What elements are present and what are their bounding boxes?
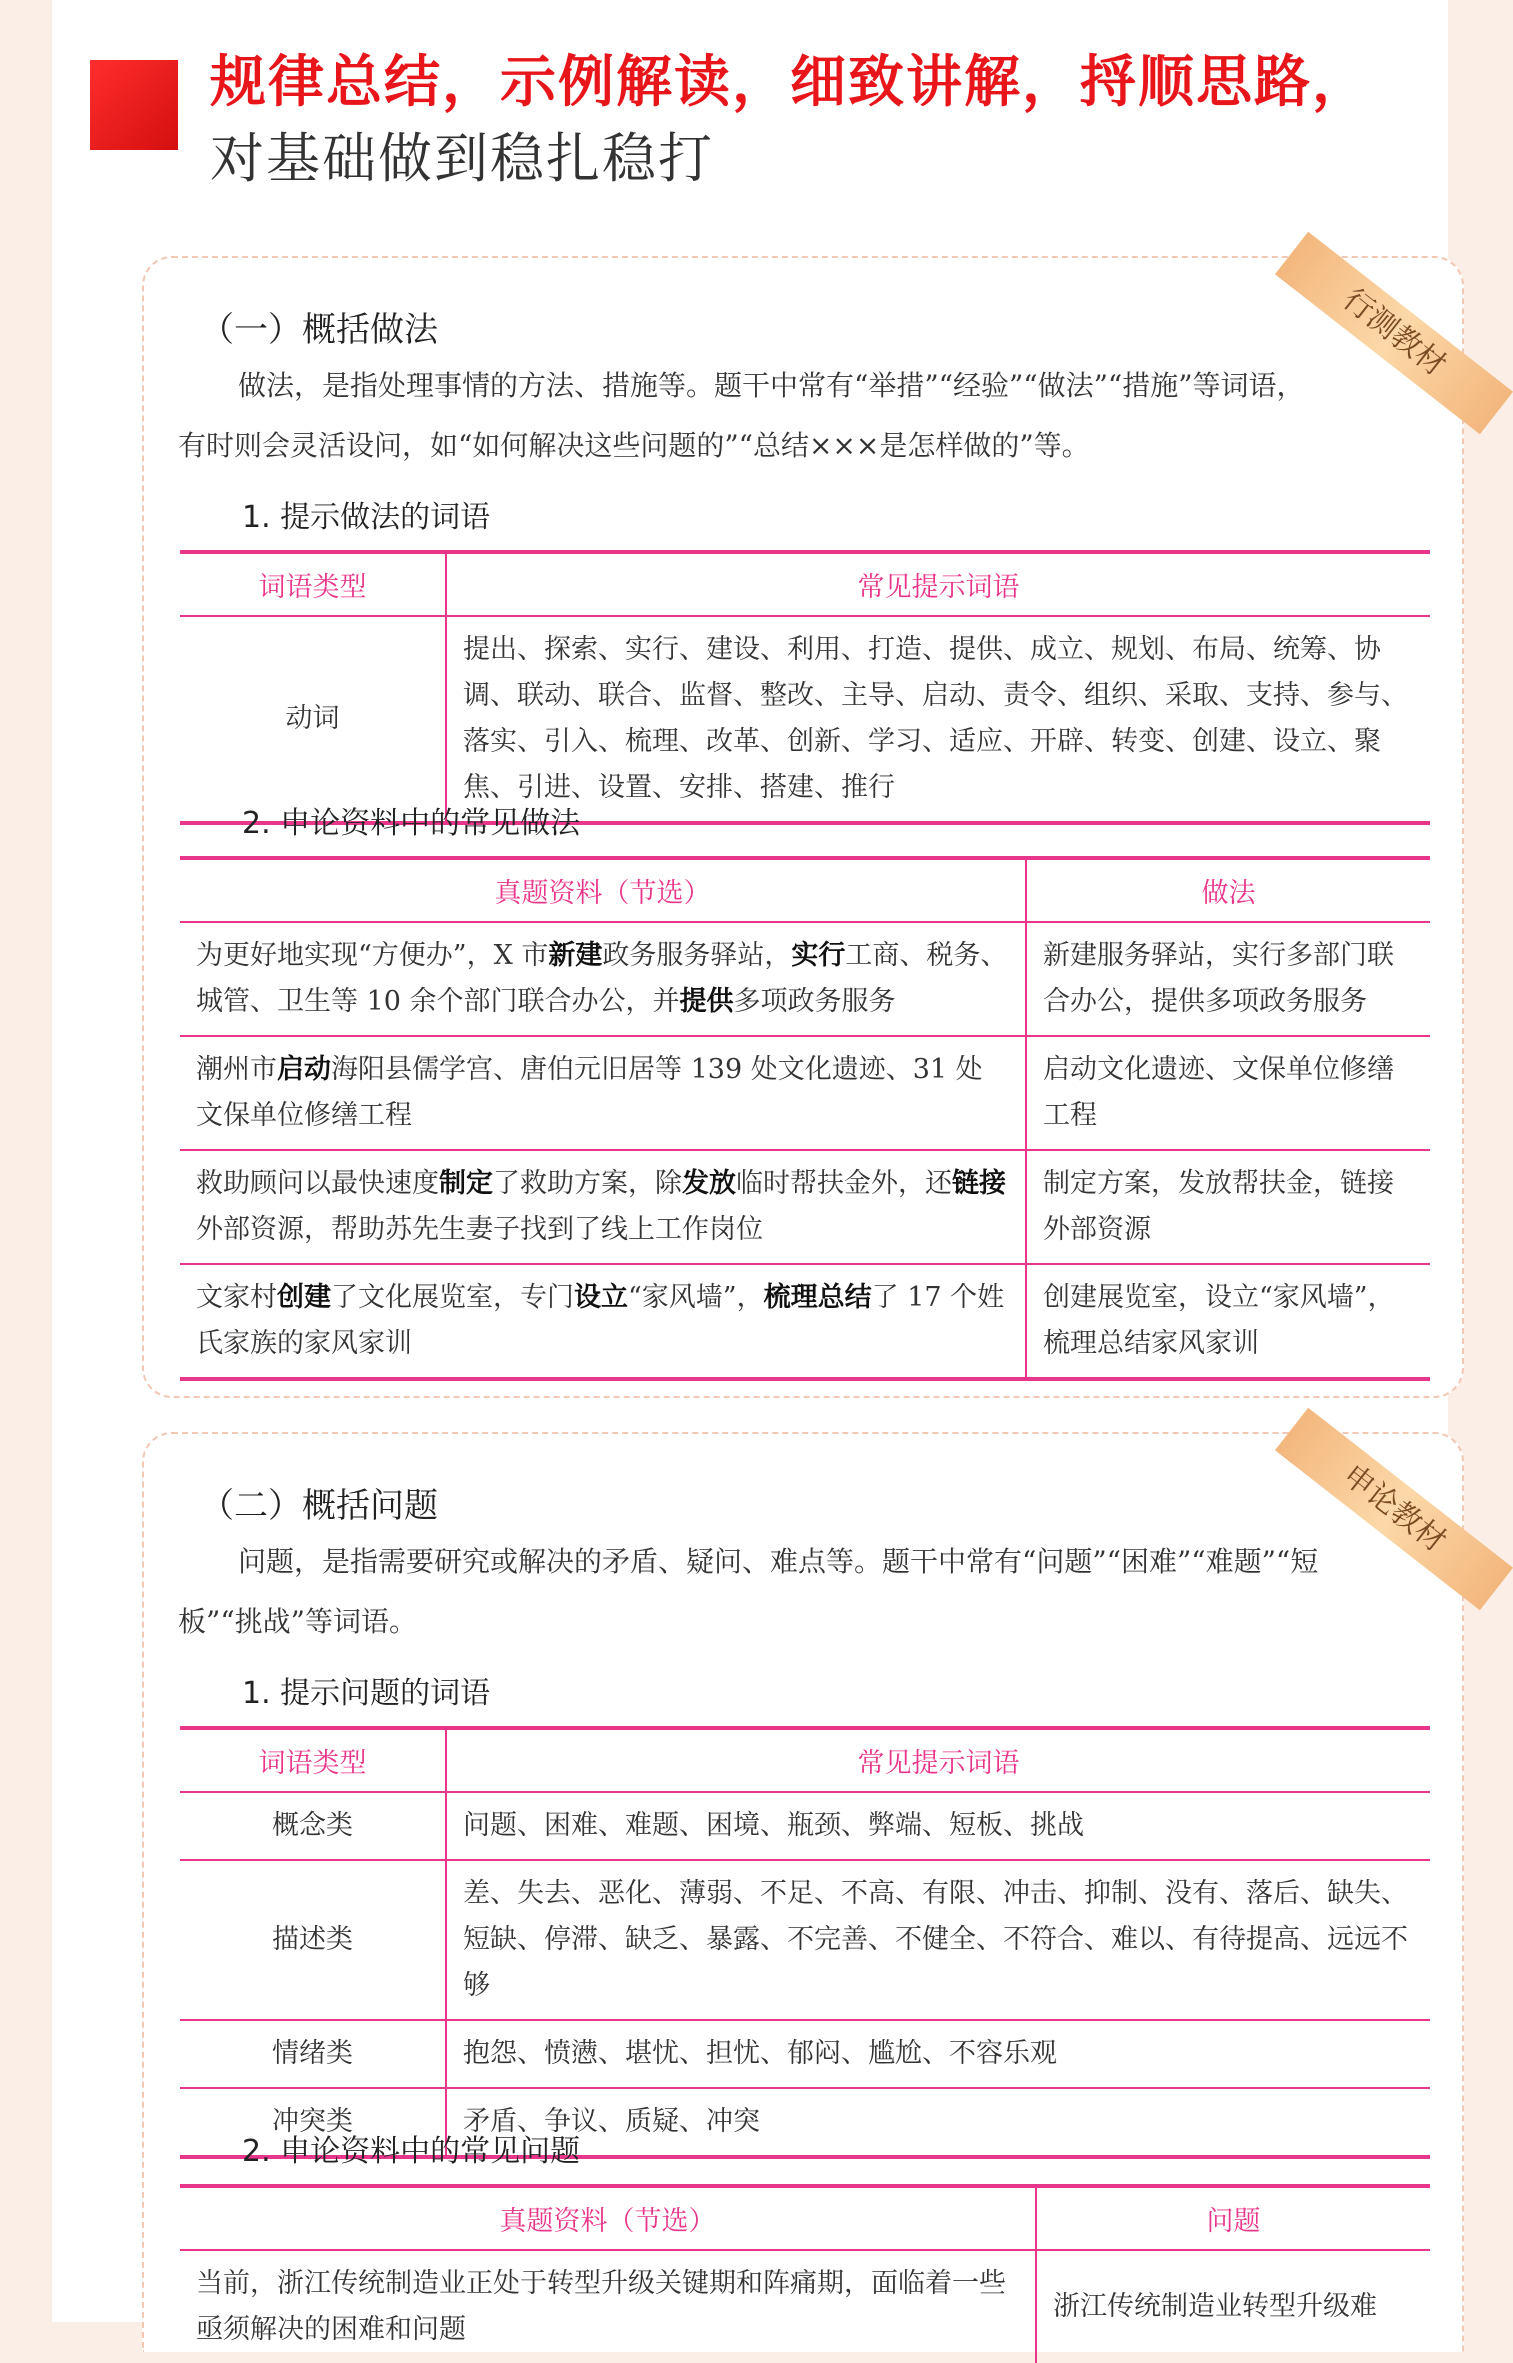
section-title: （二）概括问题 <box>200 1486 438 1526</box>
table-cell: 创建展览室，设立“家风墙”，梳理总结家风家训 <box>1026 1264 1430 1379</box>
red-block-mark <box>90 60 178 150</box>
table-cell: 冲突类 <box>180 2088 446 2157</box>
examples-table <box>180 856 1430 1381</box>
table-row <box>180 616 1430 823</box>
table-cell: 问题、困难、难题、困境、瓶颈、弊端、短板、挑战 <box>446 1792 1430 1860</box>
table-cell: 制定方案，发放帮扶金，链接外部资源 <box>1026 1150 1430 1264</box>
table-cell: 浙江传统制造业转型升级难 <box>1036 2250 1430 2363</box>
table-header: 真题资料（节选） <box>180 858 1026 922</box>
table-row <box>180 922 1430 1036</box>
table-header: 问题 <box>1036 2186 1430 2250</box>
keywords-table <box>180 550 1430 825</box>
table-cell: 启动文化遗迹、文保单位修缮工程 <box>1026 1036 1430 1150</box>
intro-paragraph-line2: 板”“挑战”等词语。 <box>178 1605 417 1638</box>
table-row <box>180 2020 1430 2088</box>
table-cell: 差、失去、恶化、薄弱、不足、不高、有限、冲击、抑制、没有、落后、缺失、短缺、停滞、缺乏、暴露、不完善、不健全、不符合、难以、有待提高、远远不够 <box>446 1860 1430 2020</box>
intro-paragraph-line2: 有时则会灵活设问，如“如何解决这些问题的”“总结×××是怎样做的”等。 <box>178 429 1090 462</box>
table-header: 词语类型 <box>180 552 446 616</box>
subsection-title: 1. 提示问题的词语 <box>242 1676 491 1711</box>
table-header: 做法 <box>1026 858 1430 922</box>
subsection-title: 2. 申论资料中的常见问题 <box>242 2134 581 2169</box>
subsection-title: 2. 申论资料中的常见做法 <box>242 806 581 841</box>
subsection-title: 1. 提示做法的词语 <box>242 500 491 535</box>
table-cell: 潮州市启动海阳县儒学宫、唐伯元旧居等 139 处文化遗迹、31 处文保单位修缮工程 <box>180 1036 1026 1150</box>
section-title: （一）概括做法 <box>200 310 438 350</box>
corner-ribbon: 申论教材 <box>1275 1408 1513 1611</box>
corner-ribbon: 行测教材 <box>1275 232 1513 435</box>
table-row <box>180 1860 1430 2020</box>
keywords-table <box>180 1726 1430 2159</box>
table-cell: 描述类 <box>180 1860 446 2020</box>
table-row <box>180 2250 1430 2363</box>
table-row <box>180 1036 1430 1150</box>
table-cell: 动词 <box>180 616 446 823</box>
headline-line1: 规律总结，示例解读，细致讲解，捋顺思路， <box>210 50 1370 115</box>
table-cell: 情绪类 <box>180 2020 446 2088</box>
table-cell: 新建服务驿站，实行多部门联合办公，提供多项政务服务 <box>1026 922 1430 1036</box>
examples-table <box>180 2184 1430 2363</box>
table-cell: 当前，浙江传统制造业正处于转型升级关键期和阵痛期，面临着一些亟须解决的困难和问题 <box>180 2250 1036 2363</box>
page <box>52 0 1453 2345</box>
headline-line2: 对基础做到稳扎稳打 <box>210 127 714 190</box>
table-row <box>180 1792 1430 1860</box>
card-summary-problems <box>142 1432 1464 2352</box>
table-cell: 救助顾问以最快速度制定了救助方案，除发放临时帮扶金外，还链接外部资源，帮助苏先生妻子找到了线上工作岗位 <box>180 1150 1026 1264</box>
intro-paragraph-line1: 做法，是指处理事情的方法、措施等。题干中常有“举措”“经验”“做法”“措施”等词语， <box>238 369 1305 402</box>
table-cell: 提出、探索、实行、建设、利用、打造、提供、成立、规划、布局、统筹、协调、联动、联合、监督、整改、主导、启动、责令、组织、采取、支持、参与、落实、引入、梳理、改革、创新、学习、适应、开辟、转变、创建、设立、聚焦、引进、设置、安排、搭建、推行 <box>446 616 1430 823</box>
table-cell: 文家村创建了文化展览室，专门设立“家风墙”，梳理总结了 17 个姓氏家族的家风家训 <box>180 1264 1026 1379</box>
table-header: 常见提示词语 <box>446 1728 1430 1792</box>
table-cell: 概念类 <box>180 1792 446 1860</box>
table-cell: 为更好地实现“方便办”，X 市新建政务服务驿站，实行工商、税务、城管、卫生等 10 余个部门联合办公，并提供多项政务服务 <box>180 922 1026 1036</box>
table-row <box>180 1150 1430 1264</box>
card-summary-methods <box>142 256 1464 1398</box>
table-row <box>180 1264 1430 1379</box>
table-cell: 矛盾、争议、质疑、冲突 <box>446 2088 1430 2157</box>
table-header: 词语类型 <box>180 1728 446 1792</box>
table-header: 真题资料（节选） <box>180 2186 1036 2250</box>
table-header: 常见提示词语 <box>446 552 1430 616</box>
intro-paragraph-line1: 问题，是指需要研究或解决的矛盾、疑问、难点等。题干中常有“问题”“困难”“难题”“短 <box>238 1545 1319 1578</box>
table-cell: 抱怨、愤懑、堪忧、担忧、郁闷、尴尬、不容乐观 <box>446 2020 1430 2088</box>
